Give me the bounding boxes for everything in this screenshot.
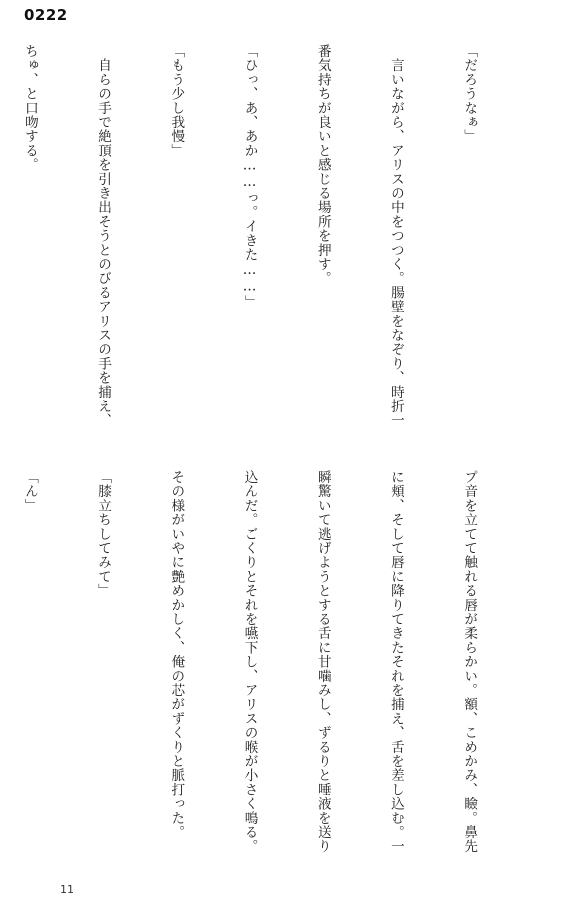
text-line: 番気持ちが良いと感じる場所を押す。 bbox=[314, 44, 331, 286]
text-line: 「もう少し我慢」 bbox=[168, 44, 185, 158]
text-line: に頬、そして唇に降りてきたそれを捕え、舌を差し込む。一 bbox=[387, 470, 404, 854]
text-line: 「だろうなぁ」 bbox=[461, 44, 478, 144]
text-line: ちゅ、と口吻する。 bbox=[21, 44, 38, 172]
text-block-top bbox=[20, 44, 530, 446]
page-header-code: 0222 bbox=[24, 6, 68, 24]
text-line: 「膝立ちしてみて」 bbox=[95, 470, 112, 598]
text-block-bottom bbox=[20, 470, 530, 870]
text-line: 「ん」 bbox=[21, 470, 38, 513]
text-line: 瞬驚いて逃げようとする舌に甘噛みし、ずるりと唾液を送り bbox=[314, 470, 331, 854]
text-line: 自らの手で絶頂を引き出そうとのびるアリスの手を捕え、 bbox=[95, 44, 112, 428]
text-line: 言いながら、アリスの中をつつく。腸壁をなぞり、時折一 bbox=[387, 44, 404, 428]
page-number: 11 bbox=[60, 883, 74, 896]
text-line: プ音を立てて触れる唇が柔らかい。額、こめかみ、瞼。鼻先 bbox=[461, 470, 478, 854]
text-line: その様がいやに艶めかしく、俺の芯がずくりと脈打った。 bbox=[168, 470, 185, 840]
text-line: 「ひっ、あ、あか……っ。イきた……」 bbox=[241, 44, 258, 310]
text-line: 込んだ。ごくりとそれを嚥下し、アリスの喉が小さく鳴る。 bbox=[241, 470, 258, 854]
